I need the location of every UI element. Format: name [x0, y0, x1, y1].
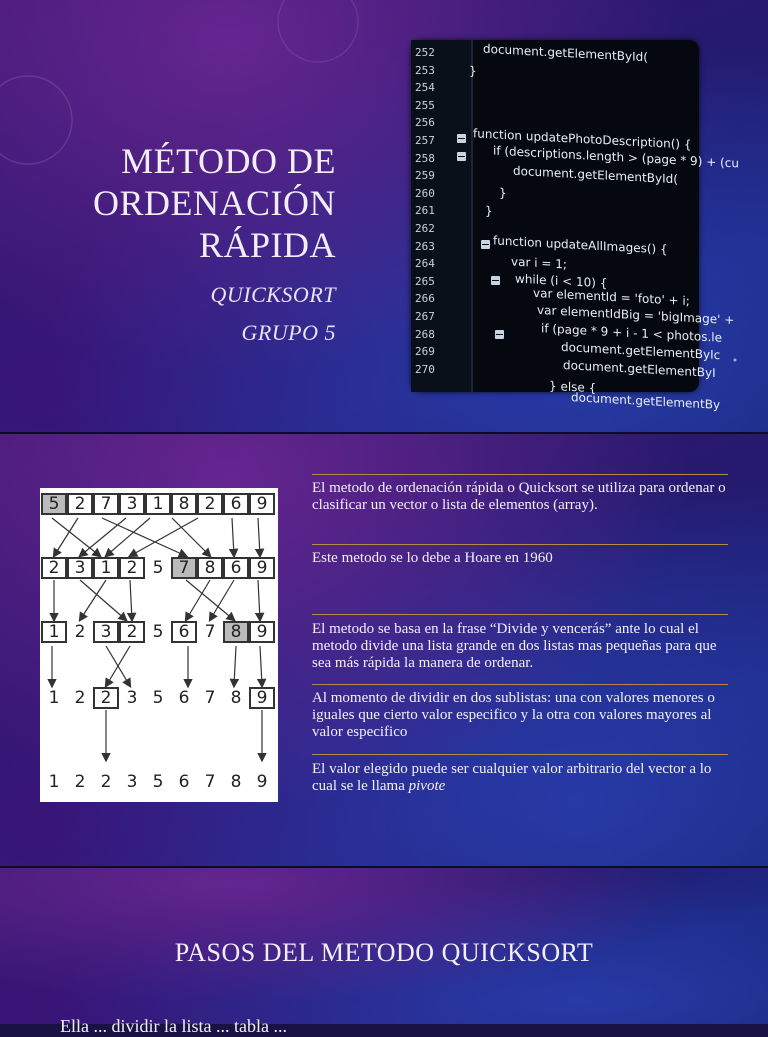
divider-line [312, 474, 728, 475]
diagram-cell: 2 [74, 688, 86, 708]
code-line: } [485, 203, 493, 219]
diagram-cell: 8 [224, 622, 248, 642]
diagram-cell: 5 [42, 494, 66, 514]
slide-title [0, 0, 768, 432]
paragraph-sublists: Al momento de dividir en dos sublistas: una con valores menores o iguales que cierto valor especifico y la otra con valores mayores al valor especifico [312, 690, 715, 740]
line-number: 263 [415, 239, 435, 253]
divider-line [312, 614, 728, 615]
divider-line [312, 754, 728, 755]
code-line: var elementId = 'foto' + i; [533, 285, 690, 309]
title-line-3: RÁPIDA [198, 225, 336, 265]
code-line: function updateAllImages() { [493, 233, 668, 257]
line-number: 267 [415, 310, 435, 323]
diagram-cell: 6 [178, 772, 190, 792]
code-line: var elementIdBig = 'bigImage' + [537, 302, 735, 328]
diagram-cell: 9 [256, 772, 268, 792]
paragraph-hoare: Este metodo se lo debe a Hoare en 1960 [312, 550, 553, 566]
diagram-cell: 5 [152, 688, 164, 708]
diagram-cell: 8 [198, 558, 222, 578]
diagram-cell: 6 [224, 494, 248, 514]
diagram-cell: 2 [42, 558, 66, 578]
line-number: 258 [415, 151, 435, 165]
diagram-cell: 2 [74, 772, 86, 792]
diagram-cell: 3 [68, 558, 92, 578]
divider-line [312, 544, 728, 545]
diagram-cell: 2 [100, 772, 112, 792]
line-number: 270 [415, 362, 435, 376]
diagram-cell: 7 [204, 772, 216, 792]
steps-title: PASOS DEL METODO QUICKSORT [174, 938, 594, 967]
divider-line [312, 684, 728, 685]
diagram-cell: 1 [48, 772, 60, 792]
fold-icon [495, 330, 504, 339]
line-number: 253 [415, 63, 435, 77]
quicksort-diagram [40, 488, 278, 802]
diagram-cell: 6 [178, 688, 190, 708]
line-number: 261 [415, 204, 435, 218]
diagram-cell: 3 [126, 772, 138, 792]
code-line: function updatePhotoDescription() { [473, 126, 692, 152]
code-line: if (descriptions.length > (page * 9) + (cu [493, 143, 739, 171]
slide-steps [0, 868, 768, 1036]
diagram-cell: 7 [204, 622, 216, 642]
diagram-cell: 8 [230, 688, 242, 708]
diagram-cell: 9 [250, 494, 274, 514]
code-line: document.getElementById( [513, 163, 678, 187]
code-line: document.getElementByIc [561, 339, 721, 363]
paragraph-divide: El metodo se basa en la frase “Divide y vencerás” ante lo cual el metodo divide una lista grande en dos listas mas pequeñas para que sea más rápida la manera de ordenar. [312, 621, 717, 671]
code-image [411, 40, 739, 412]
group-label: GRUPO 5 [241, 320, 336, 345]
pivot-text: El valor elegido puede ser cualquier valor arbitrario del vector a lo cual se le llama [312, 761, 712, 794]
diagram-cell: 9 [250, 688, 274, 708]
fold-icon [481, 240, 490, 249]
cut-off-text: Ella ... dividir la lista ... tabla ... [60, 1016, 287, 1036]
diagram-cell: 2 [120, 622, 144, 642]
line-number: 268 [415, 327, 435, 341]
paragraph-definition: El metodo de ordenación rápida o Quicksort se utiliza para ordenar o clasificar un vector o lista de elementos (array). [312, 480, 726, 513]
subtitle: QUICKSORT [210, 282, 336, 307]
diagram-cell: 2 [198, 494, 222, 514]
diagram-cell: 3 [120, 494, 144, 514]
paragraph-pivot [312, 761, 728, 795]
code-line: } else { [549, 378, 597, 396]
diagram-cell: 2 [68, 494, 92, 514]
diagram-cell: 7 [204, 688, 216, 708]
slide-explanation [0, 434, 768, 866]
pivot-word: pivote [408, 778, 446, 794]
diagram-cell: 1 [146, 494, 170, 514]
line-number: 264 [415, 257, 435, 271]
line-number: 262 [415, 222, 435, 235]
diagram-cell: 2 [74, 622, 86, 642]
diagram-cell: 1 [94, 558, 118, 578]
fold-icon [457, 152, 466, 161]
line-number: 256 [415, 116, 435, 130]
line-number: 269 [415, 345, 435, 359]
diagram-cell: 8 [230, 772, 242, 792]
diagram-cell: 1 [48, 688, 60, 708]
diagram-cell: 3 [94, 622, 118, 642]
diagram-cell: 3 [126, 688, 138, 708]
code-line: document.getElementById( [483, 41, 648, 65]
line-number: 255 [415, 98, 435, 112]
diagram-cell: 5 [152, 558, 164, 578]
fold-icon [457, 134, 466, 143]
fold-icon [491, 276, 500, 285]
code-line: var i = 1; [511, 254, 567, 272]
line-number: 257 [415, 134, 435, 147]
diagram-cell: 5 [152, 622, 164, 642]
line-number: 260 [415, 186, 435, 200]
diagram-cell: 5 [152, 772, 164, 792]
line-number: 252 [415, 46, 435, 59]
line-number: 266 [415, 292, 435, 306]
diagram-cell: 2 [94, 688, 118, 708]
code-line: document.getElementBy [571, 390, 721, 412]
code-line: document.getElementByI [563, 358, 716, 380]
line-number: 259 [415, 169, 435, 183]
diagram-cell: 9 [250, 622, 274, 642]
code-line: } [499, 185, 507, 201]
diagram-cell: 2 [120, 558, 144, 578]
code-line: if (page * 9 + i - 1 < photos.le [541, 321, 722, 345]
diagram-cell: 6 [172, 622, 196, 642]
diagram-cell: 1 [42, 622, 66, 642]
diagram-arrows [40, 488, 278, 802]
diagram-cell: 9 [250, 558, 274, 578]
title-line-1: MÉTODO DE [121, 141, 336, 181]
line-number: 265 [415, 274, 435, 288]
line-number: 254 [415, 81, 435, 95]
diagram-cell: 8 [172, 494, 196, 514]
title-line-2: ORDENACIÓN [93, 183, 336, 223]
title [93, 140, 336, 266]
diagram-cell: 7 [94, 494, 118, 514]
diagram-cell: 6 [224, 558, 248, 578]
code-line: } [469, 63, 477, 79]
diagram-cell: 7 [172, 558, 196, 578]
code-line: while (i < 10) { [515, 271, 608, 291]
